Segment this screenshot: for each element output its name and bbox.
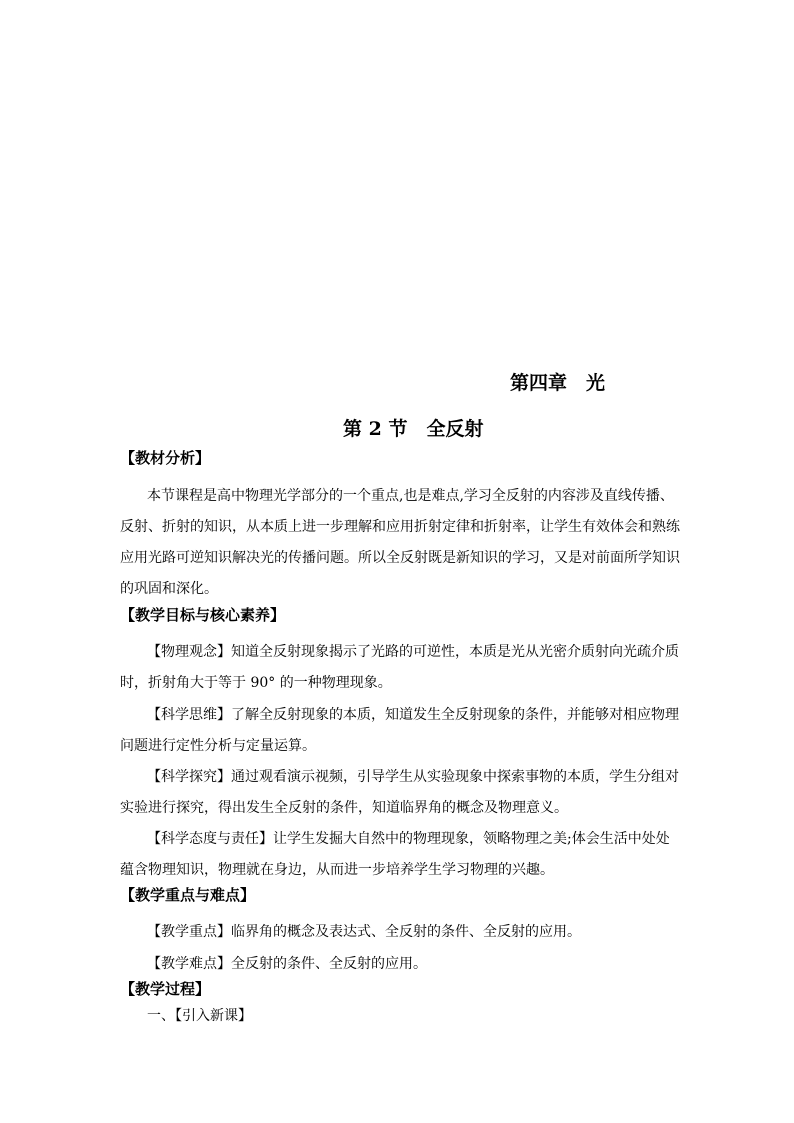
textbook-analysis-heading: 【教材分析】 <box>120 449 211 467</box>
scientific-inquiry-line-1: 【科学探究】通过观看演示视频，引导学生从实验现象中探索事物的本质，学生分组对 <box>147 769 679 785</box>
scientific-inquiry-line-2: 实验进行探究，得出发生全反射的条件，知道临界角的概念及物理意义。 <box>120 800 568 816</box>
textbook-analysis-line-3: 应用光路可逆知识解决光的传播问题。所以全反射既是新知识的学习，又是对前面所学知识 <box>120 550 680 566</box>
textbook-analysis-line-2: 反射、折射的知识，从本质上进一步理解和应用折射定律和折射率，让学生有效体会和熟练 <box>120 519 680 535</box>
process-step-1: 一、【引入新课】 <box>147 1008 252 1024</box>
key-points-heading: 【教学重点与难点】 <box>120 886 256 904</box>
scientific-thinking-line-1: 【科学思维】了解全反射现象的本质，知道发生全反射现象的条件，并能够对相应物理 <box>147 707 679 723</box>
teaching-difficulty: 【教学难点】全反射的条件、全反射的应用。 <box>147 956 427 972</box>
goals-heading: 【教学目标与核心素养】 <box>120 606 286 624</box>
teaching-focus: 【教学重点】临界角的概念及表达式、全反射的条件、全反射的应用。 <box>147 924 581 940</box>
attitude-line-1: 【科学态度与责任】让学生发掘大自然中的物理现象，领略物理之美;体会生活中处处 <box>147 831 670 847</box>
attitude-line-2: 蕴含物理知识，物理就在身边，从而进一步培养学生学习物理的兴趣。 <box>120 862 554 878</box>
textbook-analysis-line-4: 的巩固和深化。 <box>120 581 218 597</box>
physics-concept-line-2: 时，折射角大于等于 90° 的一种物理现象。 <box>120 675 392 691</box>
physics-concept-line-1: 【物理观念】知道全反射现象揭示了光路的可逆性，本质是光从光密介质射向光疏介质 <box>147 644 679 660</box>
textbook-analysis-line-1: 本节课程是高中物理光学部分的一个重点,也是难点,学习全反射的内容涉及直线传播、 <box>147 488 674 504</box>
scientific-thinking-line-2: 问题进行定性分析与定量运算。 <box>120 738 316 754</box>
section-title: 第 2 节 全反射 <box>343 418 484 440</box>
chapter-title: 第四章 光 <box>510 372 606 394</box>
process-heading: 【教学过程】 <box>120 980 211 998</box>
